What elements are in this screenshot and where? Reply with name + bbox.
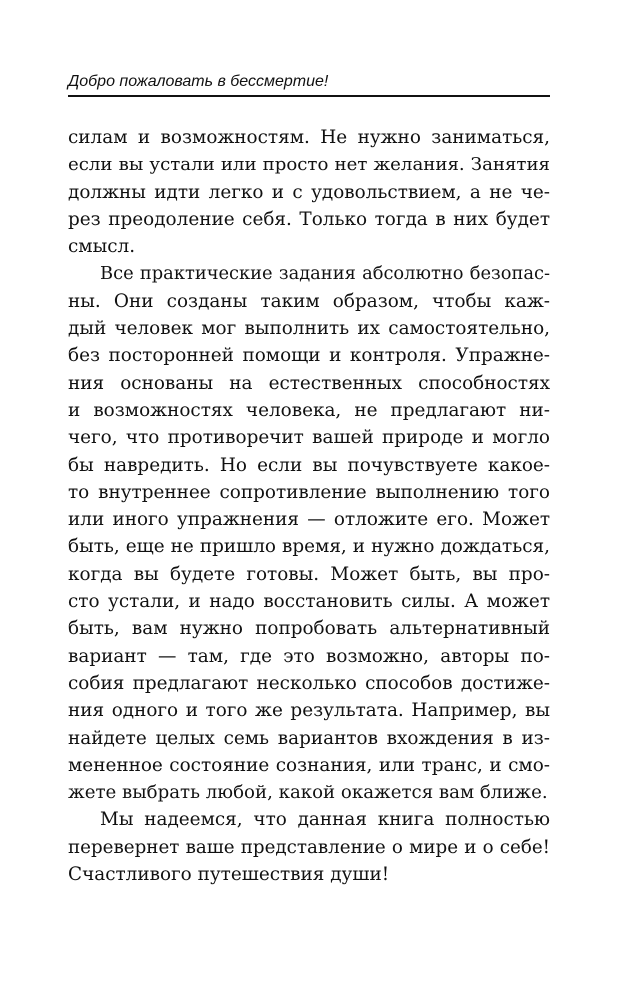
body-text [68,124,550,888]
text-line: быть, вам нужно попробовать альтернативный [68,618,550,640]
text-line: ния одного и того же результата. Например, вы [68,700,550,722]
text-line: смысл. [68,236,136,258]
text-line: рез преодоление себя. Только тогда в них будет [68,208,550,230]
text-line: вариант — там, где это возможно, авторы по- [68,645,550,667]
text-line: жете выбрать любой, какой окажется вам ближе. [68,782,548,804]
text-line: сто устали, и надо восстановить силы. А может [68,591,550,613]
text-line: ны. Они созданы таким образом, чтобы каж- [68,290,550,312]
text-line: дый человек мог выполнить их самостоятельно, [68,318,550,340]
text-line: перевернет ваше представление о мире и о себе! [68,836,550,858]
text-line: собия предлагают несколько способов достиже- [68,672,550,694]
text-line: найдете целых семь вариантов вхождения в из- [68,727,550,749]
text-line: быть, еще не пришло время, и нужно дождаться, [68,536,550,558]
text-line: бы навредить. Но если вы почувствуете какое- [68,454,550,476]
text-line: или иного упражнения — отложите его. Может [68,509,550,531]
text-line: то внутреннее сопротивление выполнению того [68,481,550,503]
text-line: когда вы будете готовы. Может быть, вы про- [68,563,550,585]
running-head-title: Добро пожаловать в бессмертие! [68,73,329,90]
text-line: должны идти легко и с удовольствием, а не че- [68,181,550,203]
text-line: без посторонней помощи и контроля. Упражне- [68,345,550,367]
text-line: Мы надеемся, что данная книга полностью [100,809,550,831]
text-line: чего, что противоречит вашей природе и могло [68,427,550,449]
text-line: и возможностях человека, не предлагают ни- [68,399,550,421]
text-line: мененное состояние сознания, или транс, и смо- [68,754,550,776]
text-line: Все практические задания абсолютно безопас- [100,263,550,285]
header-rule [68,95,550,97]
text-line: ния основаны на естественных способностях [68,372,550,394]
text-line: силам и возможностям. Не нужно заниматься, [68,127,550,148]
text-line: если вы устали или просто нет желания. Занятия [68,154,550,176]
text-line: Счастливого путешествия души! [68,864,390,886]
